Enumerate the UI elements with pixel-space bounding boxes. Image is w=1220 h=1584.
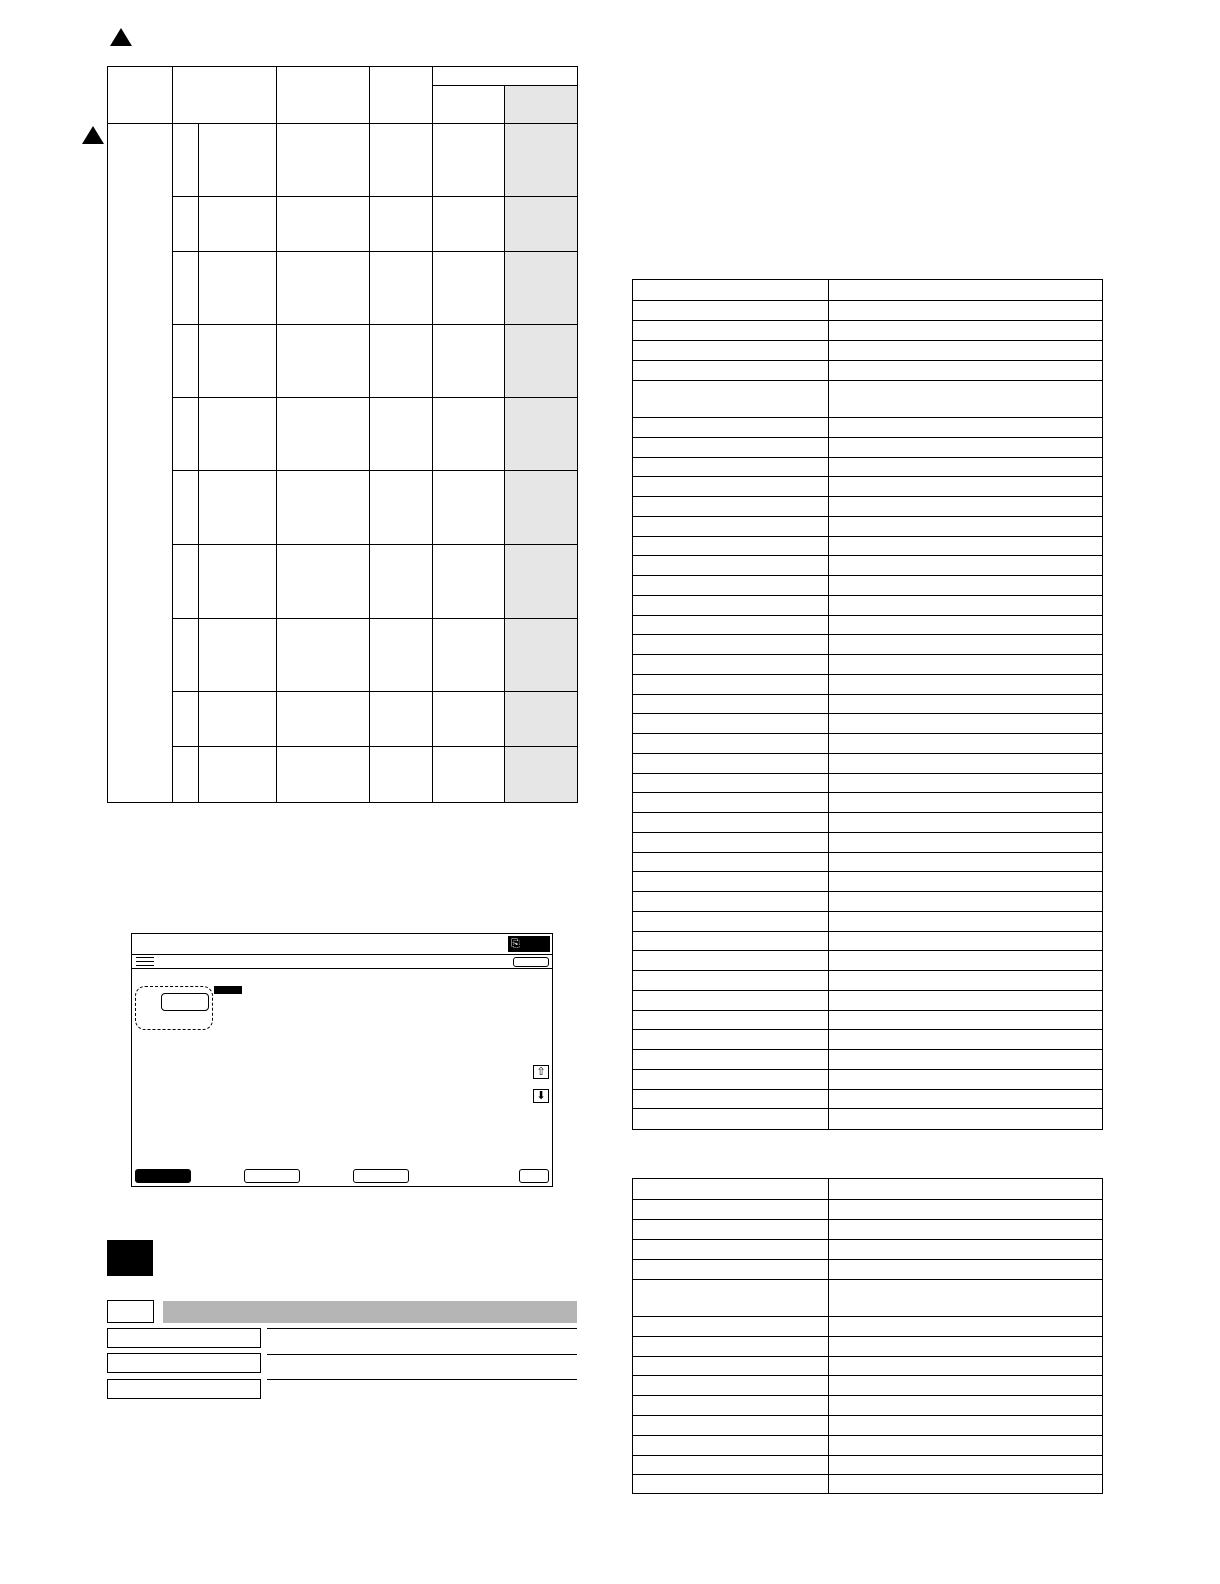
list-item-label: [107, 1353, 261, 1373]
table-row-divider: [633, 320, 1102, 321]
table-row-divider: [633, 733, 1102, 734]
table-row-divider: [633, 300, 1102, 301]
table-row-divider: [633, 476, 1102, 477]
shaded-cell: [505, 692, 577, 746]
back-icon: ⎘: [511, 937, 520, 950]
table-row-divider: [633, 1279, 1102, 1280]
back-button[interactable]: [508, 936, 550, 952]
status-badge: [214, 986, 242, 994]
table-row-divider: [633, 832, 1102, 833]
table-row-divider: [633, 575, 1102, 576]
tab-button[interactable]: [244, 1169, 300, 1183]
shaded-cell: [505, 124, 577, 196]
list-item-underline: [267, 1379, 577, 1380]
table-rule: [432, 85, 578, 86]
table-row-divider: [633, 970, 1102, 971]
shaded-cell: [505, 471, 577, 544]
table-row-divider: [633, 812, 1102, 813]
shaded-cell: [505, 545, 577, 618]
shaded-cell: [505, 252, 577, 324]
table-row-divider: [633, 1089, 1102, 1090]
close-button[interactable]: [519, 1169, 549, 1183]
menu-icon[interactable]: [136, 955, 154, 969]
table-row-divider: [633, 990, 1102, 991]
table-row-divider: [633, 1474, 1102, 1475]
table-row-divider: [633, 615, 1102, 616]
table-row-divider: [633, 417, 1102, 418]
table-row-divider: [633, 911, 1102, 912]
table-rule: [172, 470, 578, 471]
shaded-cell: [505, 747, 577, 802]
setting-table: [632, 279, 1103, 1130]
table-row-divider: [633, 360, 1102, 361]
table-row-divider: [633, 1455, 1102, 1456]
table-rule: [172, 618, 578, 619]
table-row-divider: [633, 536, 1102, 537]
scroll-down-icon[interactable]: ⬇: [533, 1089, 549, 1103]
setting-table: [632, 1178, 1103, 1494]
table-row-divider: [633, 1336, 1102, 1337]
table-row-divider: [633, 773, 1102, 774]
table-row-divider: [633, 516, 1102, 517]
shaded-cell: [505, 325, 577, 397]
table-row-divider: [633, 457, 1102, 458]
list-item-underline: [267, 1328, 577, 1329]
table-rule: [172, 544, 578, 545]
scroll-up-icon[interactable]: ⇧: [533, 1065, 549, 1079]
shaded-cell: [505, 86, 577, 123]
table-row-divider: [633, 852, 1102, 853]
table-row-divider: [633, 340, 1102, 341]
table-rule: [172, 397, 578, 398]
table-rule: [172, 324, 578, 325]
table-row-divider: [633, 1356, 1102, 1357]
table-row-divider: [633, 496, 1102, 497]
revision-triangle-icon: [110, 28, 132, 46]
table-row-divider: [633, 1029, 1102, 1030]
table-rule: [107, 66, 578, 67]
table-row-divider: [633, 437, 1102, 438]
table-row-divider: [633, 555, 1102, 556]
table-row-divider: [633, 753, 1102, 754]
table-row-divider: [633, 1239, 1102, 1240]
table-rule: [432, 66, 433, 803]
table-rule: [577, 66, 578, 803]
screen-subheader: [132, 968, 552, 969]
table-rule: [107, 123, 578, 124]
table-row-divider: [633, 674, 1102, 675]
list-item-label: [107, 1379, 261, 1399]
table-row-divider: [633, 1415, 1102, 1416]
table-row-divider: [633, 891, 1102, 892]
section-number-badge: [107, 1240, 153, 1276]
subsection-header-bar: [163, 1301, 577, 1323]
table-row-divider: [633, 1069, 1102, 1070]
table-row-divider: [633, 1108, 1102, 1109]
table-row-divider: [633, 871, 1102, 872]
table-rule: [172, 196, 578, 197]
screen-title-bar: [132, 934, 552, 955]
table-row-divider: [633, 1049, 1102, 1050]
tab-button[interactable]: [353, 1169, 409, 1183]
table-row-divider: [633, 1435, 1102, 1436]
shaded-cell: [505, 398, 577, 470]
spec-table: [107, 66, 578, 803]
table-row-divider: [633, 1219, 1102, 1220]
revision-triangle-icon: [82, 126, 104, 144]
table-row-divider: [633, 931, 1102, 932]
table-rule: [369, 66, 370, 803]
table-row-divider: [633, 792, 1102, 793]
table-row-divider: [633, 1259, 1102, 1260]
list-item-label: [107, 1328, 261, 1348]
table-row-divider: [633, 1375, 1102, 1376]
table-row-divider: [633, 950, 1102, 951]
operation-screen: [131, 933, 553, 1187]
table-row-divider: [633, 380, 1102, 381]
table-rule: [276, 66, 277, 803]
table-row-divider: [633, 713, 1102, 714]
selected-key-button[interactable]: [161, 993, 209, 1011]
table-row-divider: [633, 1010, 1102, 1011]
shaded-cell: [505, 619, 577, 691]
table-rule: [172, 746, 578, 747]
tab-button-active[interactable]: [135, 1169, 191, 1183]
subsection-label-box: [107, 1300, 154, 1323]
list-item-underline: [267, 1354, 577, 1355]
table-row-divider: [633, 694, 1102, 695]
table-rule: [172, 251, 578, 252]
table-row-divider: [633, 1199, 1102, 1200]
table-row-divider: [633, 1395, 1102, 1396]
table-rule: [107, 66, 108, 803]
table-row-divider: [633, 1316, 1102, 1317]
table-rule: [198, 123, 199, 803]
table-rule: [504, 85, 505, 803]
table-row-divider: [633, 654, 1102, 655]
table-rule: [107, 802, 578, 803]
shaded-cell: [505, 197, 577, 251]
ok-button[interactable]: [513, 957, 549, 967]
table-row-divider: [633, 595, 1102, 596]
table-rule: [172, 691, 578, 692]
table-rule: [172, 66, 173, 803]
table-row-divider: [633, 634, 1102, 635]
